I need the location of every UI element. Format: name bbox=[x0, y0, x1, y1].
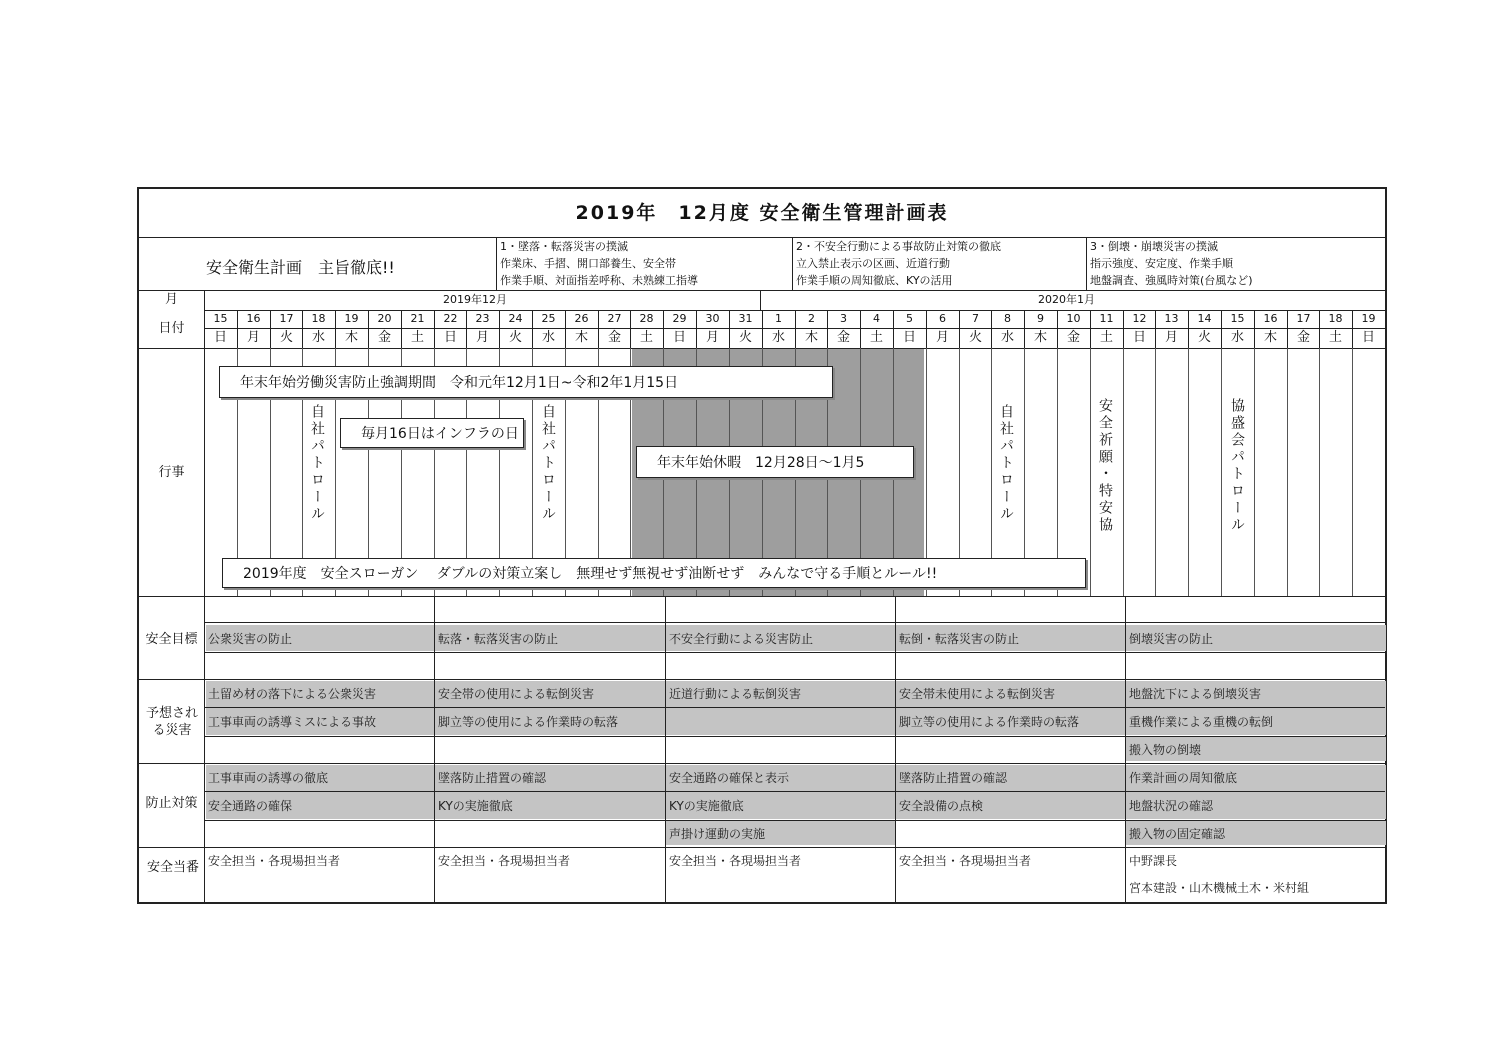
date-cell: 17 bbox=[279, 312, 294, 325]
date-cell: 25 bbox=[541, 312, 556, 325]
date-divider bbox=[729, 310, 730, 348]
measure-5-3: 搬入物の固定確認 bbox=[1129, 827, 1226, 841]
date-divider bbox=[1221, 310, 1222, 348]
date-cell: 29 bbox=[672, 312, 687, 325]
date-cell: 14 bbox=[1197, 312, 1212, 325]
weekday-cell: 木 bbox=[344, 330, 358, 345]
weekday-cell: 土 bbox=[410, 330, 424, 345]
date-divider bbox=[1188, 310, 1189, 348]
month-left: 2019年12月 bbox=[443, 293, 507, 306]
date-divider bbox=[827, 310, 828, 348]
measure-3-2: KYの実施徹底 bbox=[669, 799, 744, 813]
date-cell: 18 bbox=[311, 312, 326, 325]
weekday-cell: 土 bbox=[869, 330, 883, 345]
event-column-line bbox=[1090, 348, 1091, 596]
date-divider bbox=[532, 310, 533, 348]
plan-point-1-head: 1・墜落・転落災害の撲滅 bbox=[500, 240, 628, 253]
plan-point-1-line2: 作業手順、対面指差呼称、未熟練工指導 bbox=[500, 274, 698, 287]
date-divider bbox=[926, 310, 927, 348]
disaster-label: 予想される災害 bbox=[145, 706, 198, 738]
goal-3: 不安全行動による災害防止 bbox=[669, 632, 814, 646]
weekday-cell: 月 bbox=[475, 330, 489, 345]
event-column-line bbox=[1352, 348, 1353, 596]
weekday-cell: 月 bbox=[705, 330, 719, 345]
date-cell: 28 bbox=[639, 312, 654, 325]
weekday-cell: 土 bbox=[1328, 330, 1342, 345]
patrol-2: 自社パトロール bbox=[540, 404, 556, 523]
weekday-cell: 木 bbox=[804, 330, 818, 345]
weekday-cell: 金 bbox=[377, 330, 391, 345]
weekday-cell: 金 bbox=[1296, 330, 1310, 345]
weekday-cell: 金 bbox=[836, 330, 850, 345]
patrol-3: 自社パトロール bbox=[998, 404, 1014, 523]
date-cell: 2 bbox=[808, 312, 815, 325]
date-cell: 9 bbox=[1037, 312, 1044, 325]
date-cell: 1 bbox=[775, 312, 782, 325]
weekday-cell: 水 bbox=[311, 330, 325, 345]
date-divider bbox=[860, 310, 861, 348]
date-cell: 15 bbox=[1230, 312, 1245, 325]
patrol-1: 自社パトロール bbox=[309, 404, 325, 523]
date-cell: 31 bbox=[738, 312, 753, 325]
event-column-line bbox=[1254, 348, 1255, 596]
disaster-1-1: 土留め材の落下による公衆災害 bbox=[208, 687, 377, 701]
date-divider bbox=[1155, 310, 1156, 348]
date-divider bbox=[1319, 310, 1320, 348]
date-cell: 16 bbox=[246, 312, 261, 325]
disaster-5-1: 地盤沈下による倒壊災害 bbox=[1129, 687, 1262, 701]
event-column-line bbox=[1123, 348, 1124, 596]
disaster-2-2: 脚立等の使用による作業時の転落 bbox=[438, 715, 619, 729]
date-cell: 8 bbox=[1004, 312, 1011, 325]
infra-day-box: 毎月16日はインフラの日 bbox=[340, 418, 524, 448]
person-3: 安全担当・各現場担当者 bbox=[669, 854, 802, 868]
measure-3-3: 声掛け運動の実施 bbox=[669, 827, 766, 841]
prayer-event: 安全祈願・特安協 bbox=[1097, 398, 1113, 534]
weekday-cell: 金 bbox=[607, 330, 621, 345]
date-divider bbox=[762, 310, 763, 348]
plan-point-1-line1: 作業床、手摺、開口部養生、安全帯 bbox=[500, 257, 676, 270]
person-5-1: 中野課長 bbox=[1129, 854, 1178, 868]
date-cell: 20 bbox=[377, 312, 392, 325]
plan-point-2-line2: 作業手順の周知徹底、KYの活用 bbox=[796, 274, 953, 287]
weekday-cell: 火 bbox=[968, 330, 982, 345]
date-divider bbox=[401, 310, 402, 348]
date-divider bbox=[466, 310, 467, 348]
weekday-cell: 水 bbox=[1230, 330, 1244, 345]
measure-4-1: 墜落防止措置の確認 bbox=[899, 771, 1008, 785]
month-right: 2020年1月 bbox=[1038, 293, 1095, 306]
date-divider bbox=[663, 310, 664, 348]
goal-1: 公衆災害の防止 bbox=[208, 632, 293, 646]
holiday-box: 年末年始休暇 12月28日～1月5 bbox=[636, 446, 914, 478]
disaster-1-2: 工事車両の誘導ミスによる事故 bbox=[208, 715, 377, 729]
date-divider bbox=[1123, 310, 1124, 348]
date-cell: 24 bbox=[508, 312, 523, 325]
date-divider bbox=[893, 310, 894, 348]
person-4: 安全担当・各現場担当者 bbox=[899, 854, 1032, 868]
date-divider bbox=[1090, 310, 1091, 348]
date-grid bbox=[204, 310, 1385, 348]
plan-point-3-line1: 指示強度、安定度、作業手順 bbox=[1090, 257, 1233, 270]
date-cell: 13 bbox=[1164, 312, 1179, 325]
date-cell: 7 bbox=[972, 312, 979, 325]
date-divider bbox=[1287, 310, 1288, 348]
disaster-5-3: 搬入物の倒壊 bbox=[1129, 743, 1202, 757]
weekday-cell: 金 bbox=[1066, 330, 1080, 345]
weekday-cell: 火 bbox=[1197, 330, 1211, 345]
date-cell: 11 bbox=[1099, 312, 1114, 325]
date-cell: 21 bbox=[410, 312, 425, 325]
date-divider bbox=[1254, 310, 1255, 348]
date-cell: 10 bbox=[1066, 312, 1081, 325]
council-patrol: 協盛会パトロール bbox=[1229, 398, 1245, 534]
date-cell: 12 bbox=[1132, 312, 1147, 325]
goal-4: 転倒・転落災害の防止 bbox=[899, 632, 1020, 646]
measure-4-2: 安全設備の点検 bbox=[899, 799, 984, 813]
plan-point-2-line1: 立入禁止表示の区画、近道行動 bbox=[796, 257, 950, 270]
measure-1-1: 工事車両の誘導の徹底 bbox=[208, 771, 329, 785]
person-1: 安全担当・各現場担当者 bbox=[208, 854, 341, 868]
measure-label: 防止対策 bbox=[145, 796, 198, 811]
date-cell: 4 bbox=[873, 312, 880, 325]
date-cell: 18 bbox=[1328, 312, 1343, 325]
plan-point-2-head: 2・不安全行動による事故防止対策の徹底 bbox=[796, 240, 1001, 253]
weekday-cell: 火 bbox=[508, 330, 522, 345]
date-divider bbox=[696, 310, 697, 348]
date-divider bbox=[630, 310, 631, 348]
date-divider bbox=[270, 310, 271, 348]
weekday-cell: 水 bbox=[1000, 330, 1014, 345]
person-5-2: 宮本建設・山木機械土木・米村組 bbox=[1129, 881, 1310, 895]
date-label: 日付 bbox=[158, 321, 185, 336]
weekday-cell: 水 bbox=[771, 330, 785, 345]
disaster-5-2: 重機作業による重機の転倒 bbox=[1129, 715, 1274, 729]
measure-1-2: 安全通路の確保 bbox=[208, 799, 293, 813]
weekday-cell: 日 bbox=[213, 330, 227, 345]
date-divider bbox=[1352, 310, 1353, 348]
date-divider bbox=[302, 310, 303, 348]
weekday-cell: 土 bbox=[639, 330, 653, 345]
weekday-cell: 木 bbox=[1033, 330, 1047, 345]
goal-2: 転落・転落災害の防止 bbox=[438, 632, 559, 646]
date-divider bbox=[1057, 310, 1058, 348]
measure-2-1: 墜落防止措置の確認 bbox=[438, 771, 547, 785]
weekday-cell: 火 bbox=[279, 330, 293, 345]
weekday-cell: 月 bbox=[1164, 330, 1178, 345]
weekday-cell: 日 bbox=[902, 330, 916, 345]
weekday-cell: 日 bbox=[443, 330, 457, 345]
measure-5-1: 作業計画の周知徹底 bbox=[1129, 771, 1238, 785]
date-divider bbox=[598, 310, 599, 348]
date-divider bbox=[991, 310, 992, 348]
date-divider bbox=[335, 310, 336, 348]
goal-label: 安全目標 bbox=[145, 632, 198, 647]
weekday-cell: 月 bbox=[246, 330, 260, 345]
event-column-line bbox=[1287, 348, 1288, 596]
person-label: 安全当番 bbox=[146, 860, 199, 875]
person-2: 安全担当・各現場担当者 bbox=[438, 854, 571, 868]
weekday-cell: 日 bbox=[672, 330, 686, 345]
disaster-4-1: 安全帯未使用による転倒災害 bbox=[899, 687, 1056, 701]
page-title: 2019年 12月度 安全衛生管理計画表 bbox=[575, 202, 949, 224]
date-cell: 30 bbox=[705, 312, 720, 325]
date-divider bbox=[565, 310, 566, 348]
date-divider bbox=[368, 310, 369, 348]
plan-point-3-line2: 地盤調査、強風時対策(台風など) bbox=[1090, 274, 1253, 287]
measure-5-2: 地盤状況の確認 bbox=[1129, 799, 1214, 813]
disaster-3-1: 近道行動による転倒災害 bbox=[669, 687, 802, 701]
date-cell: 23 bbox=[475, 312, 490, 325]
date-cell: 26 bbox=[574, 312, 589, 325]
date-divider bbox=[237, 310, 238, 348]
date-cell: 22 bbox=[443, 312, 458, 325]
events-label: 行事 bbox=[158, 465, 185, 480]
measure-2-2: KYの実施徹底 bbox=[438, 799, 513, 813]
event-column-line bbox=[1155, 348, 1156, 596]
date-divider bbox=[1024, 310, 1025, 348]
date-cell: 19 bbox=[344, 312, 359, 325]
event-column-line bbox=[1319, 348, 1320, 596]
plan-point-3-head: 3・倒壊・崩壊災害の撲滅 bbox=[1090, 240, 1218, 253]
weekday-cell: 木 bbox=[574, 330, 588, 345]
weekday-cell: 木 bbox=[1263, 330, 1277, 345]
date-cell: 17 bbox=[1296, 312, 1311, 325]
date-divider bbox=[434, 310, 435, 348]
weekday-cell: 月 bbox=[935, 330, 949, 345]
month-label: 月 bbox=[165, 292, 179, 307]
date-cell: 3 bbox=[840, 312, 847, 325]
date-cell: 16 bbox=[1263, 312, 1278, 325]
plan-heading: 安全衛生計画 主旨徹底!! bbox=[206, 258, 395, 277]
date-cell: 6 bbox=[939, 312, 946, 325]
event-column-line bbox=[1221, 348, 1222, 596]
event-column-line bbox=[1188, 348, 1189, 596]
date-cell: 27 bbox=[607, 312, 622, 325]
campaign-box: 年末年始労働災害防止強調期間 令和元年12月1日~令和2年1月15日 bbox=[219, 366, 833, 398]
date-cell: 15 bbox=[213, 312, 228, 325]
date-divider bbox=[499, 310, 500, 348]
weekday-cell: 水 bbox=[541, 330, 555, 345]
date-cell: 5 bbox=[906, 312, 913, 325]
weekday-cell: 土 bbox=[1099, 330, 1113, 345]
slogan-box: 2019年度 安全スローガン ダブルの対策立案し 無理せず無視せず油断せず みんなで守る手順とルール!! bbox=[222, 558, 1086, 588]
date-cell: 19 bbox=[1361, 312, 1376, 325]
weekday-cell: 日 bbox=[1361, 330, 1375, 345]
date-divider bbox=[959, 310, 960, 348]
disaster-4-2: 脚立等の使用による作業時の転落 bbox=[899, 715, 1080, 729]
goal-5: 倒壊災害の防止 bbox=[1129, 632, 1214, 646]
weekday-cell: 日 bbox=[1132, 330, 1146, 345]
measure-3-1: 安全通路の確保と表示 bbox=[669, 771, 790, 785]
weekday-cell: 火 bbox=[738, 330, 752, 345]
disaster-2-1: 安全帯の使用による転倒災害 bbox=[438, 687, 595, 701]
date-divider bbox=[795, 310, 796, 348]
